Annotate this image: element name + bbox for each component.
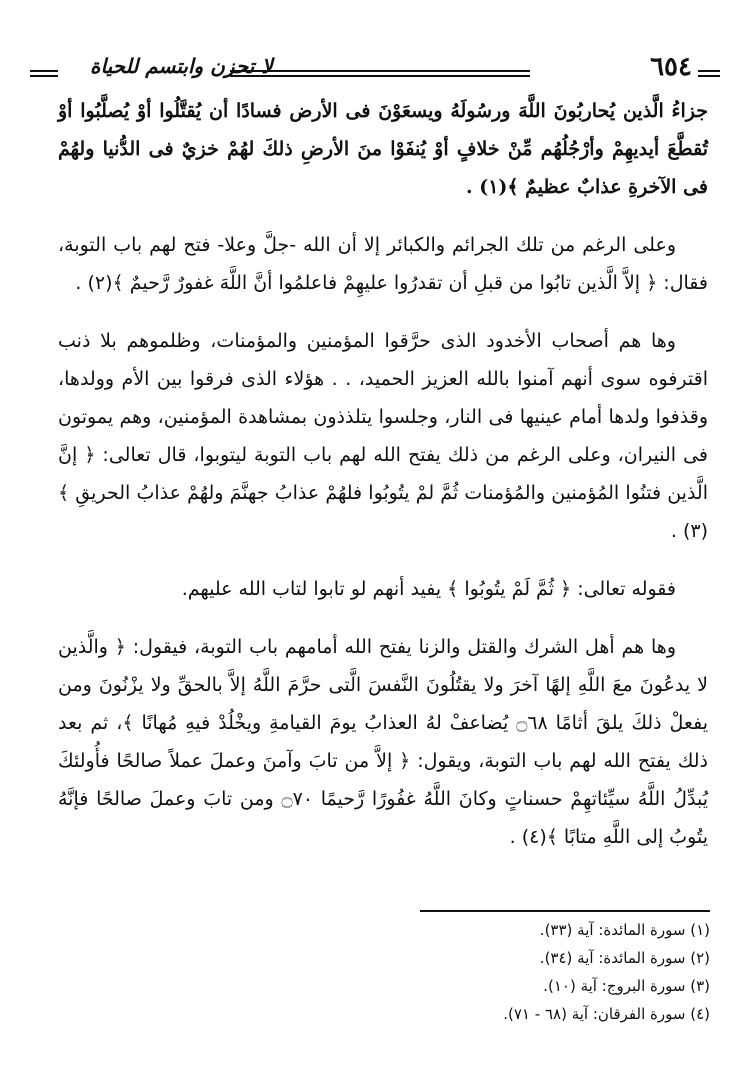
paragraph: وها هم أصحاب الأخدود الذى حرَّقوا المؤمنين والمؤمنات، وظلموهم بلا ذنب اقترفوه سوى أنهم آمنوا بالله العزيز الحميد، . . هؤلاء الذى فرقوا بين الأم وولدها، وقذفوا ولدها أمام عينيها فى النار، وجلسوا يتلذذون بمشاهدة المؤمنين، وهم يموتون فى النيران، وعلى الرغم من ذلك يفتح الله لهم باب التوبة ليتوبوا، قال تعالى: ﴿ إنَّ الَّذين فتنُوا المُؤمنين والمُؤمنات ثُمَّ لمْ يتُوبُوا فلهُمْ عذابُ جهنَّمَ ولهُمْ عذابُ الحريقِ ﴾(٣) . [58,330,708,542]
header-rule [30,75,58,77]
running-title: لا تحزن وابتسم للحياة [90,54,273,78]
footnote: (٤) سورة الفرقان: آية (٦٨ - ٧١). [503,1005,710,1023]
footnote: (٣) سورة البروج: آية (١٠). [543,977,710,995]
paragraph: جزاءُ الَّذين يُحاربُونَ اللَّهَ ورسُولَهُ ويسعَوْنَ فى الأرض فسادًا أن يُقتَّلُوا أوْ يُصلَّبُوا أوْ تُقطَّعَ أيديهِمْ وأرْجُلُهُم مِّنْ خلافٍ أوْ يُنفَوْا منَ الأرضِ ذلكَ لهُمْ خزيٌ فى الدُّنيا ولهُمْ فى الآخرةِ عذابٌ عظيمٌ ﴾(١) . [58,100,708,198]
footnote: (١) سورة المائدة: آية (٣٣). [539,921,710,939]
header-rule [230,70,530,72]
paragraph: فقوله تعالى: ﴿ ثُمَّ لَمْ يتُوبُوا ﴾ يفيد أنهم لو تابوا لتاب الله عليهم. [181,578,676,600]
footnote: (٢) سورة المائدة: آية (٣٤). [539,949,710,967]
header-rule [698,70,720,72]
paragraph: وعلى الرغم من تلك الجرائم والكبائر إلا أن الله -جلَّ وعلا- فتح لهم باب التوبة، فقال: ﴿ إلاَّ الَّذين تابُوا من قبلِ أن تقدرُوا عليهِمْ فاعلمُوا أنَّ اللَّهَ غفورٌ رَّحيمٌ ﴾(٢) . [58,234,708,294]
header-rule [698,75,720,77]
page-header [30,50,720,90]
paragraph: وها هم أهل الشرك والقتل والزنا يفتح الله أمامهم باب التوبة، فيقول: ﴿ والَّذين لا يدعُونَ معَ اللَّهِ إلهًا آخرَ ولا يقتُلُونَ النَّفسَ الَّتى حرَّمَ اللَّهُ إلاَّ بالحقِّ ولا يزْنُونَ ومن يفعلْ ذلكَ يلقَ أثامًا ۝٦٨ يُضاعفْ لهُ العذابُ يومَ القيامةِ ويخْلُدْ فيهِ مُهانًا ﴾، ثم بعد ذلك يفتح الله لهم باب التوبة، ويقول: ﴿ إلاَّ من تابَ وآمنَ وعملَ عملاً صالحًا فأُولئكَ يُبدِّلُ اللَّهُ سيِّئاتهِمْ حسناتٍ وكانَ اللَّهُ غفُورًا رَّحيمًا ۝٧٠ ومن تابَ وعملَ صالحًا فإنَّهُ يتُوبُ إلى اللَّهِ متابًا ﴾(٤) . [58,636,708,848]
page-number: ٦٥٤ [650,52,692,82]
main-text [58,92,708,876]
footnotes [380,918,710,1030]
header-rule [230,75,530,77]
footnote-separator [420,910,710,912]
header-rule [30,70,58,72]
